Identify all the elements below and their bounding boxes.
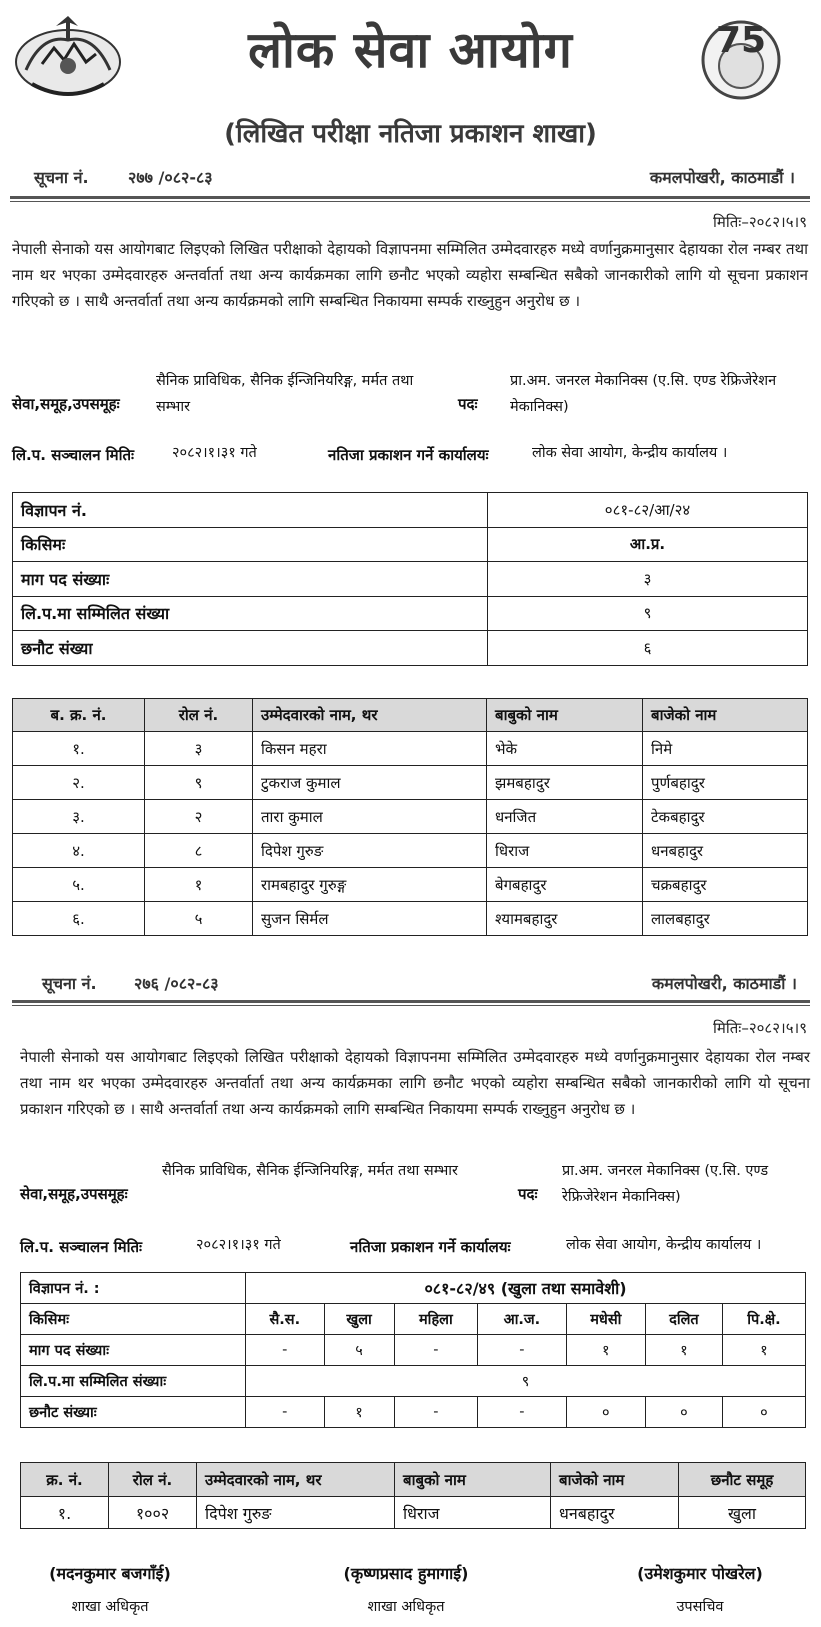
cell: ३ bbox=[145, 732, 253, 766]
cell: दिपेश गुरुङ bbox=[197, 1497, 395, 1529]
info-key: लि.प.मा सम्मिलित संख्या bbox=[13, 596, 488, 631]
signature-post: उपसचिव bbox=[676, 1599, 724, 1615]
category-cell: मधेसी bbox=[566, 1304, 645, 1335]
info-key: लि.प.मा सम्मिलित संख्याः bbox=[21, 1366, 246, 1397]
info-key: छनौट संख्या bbox=[13, 631, 488, 666]
cell: तारा कुमाल bbox=[253, 800, 487, 834]
cell: पुर्णबहादुर bbox=[643, 766, 808, 800]
cell: बेगबहादुर bbox=[487, 868, 643, 902]
col-header: उम्मेदवारको नाम, थर bbox=[253, 699, 487, 732]
notice2-service-value: सैनिक प्राविधिक, सैनिक ईन्जिनियरिङ्ग, मर्मत तथा सम्भार bbox=[162, 1163, 458, 1179]
table-row bbox=[21, 1366, 806, 1397]
notice1-info-table bbox=[12, 492, 808, 666]
cell: ६. bbox=[13, 902, 145, 936]
notice2-body: नेपाली सेनाको यस आयोगबाट लिइएको लिखित परीक्षाको देहायको विज्ञापनमा सम्मिलित उम्मेदवारहरु मध्ये वर्णानुक्रमानुसार देहायका रोल नम्बर तथा नाम थर भएका उम्मेदवारहरु अन्तर्वार्ता तथा अन्य कार्यक्रमका लागि छनौट भएको व्यहोरा सम्बन्धित सबैको जानकारीको लागि यो सूचना प्रकाशन गरिएको छ । साथै अन्तर्वार्ता तथा अन्य कार्यक्रमको लागि सम्बन्धित निकायमा सम्पर्क राख्नुहुन अनुरोध छ । bbox=[20, 1048, 810, 1118]
notice1-post-label: पदः bbox=[458, 395, 478, 413]
cell: टेकबहादुर bbox=[643, 800, 808, 834]
notice1-post-value: प्रा.अम. जनरल मेकानिक्स (ए.सि. एण्ड रेफ्रिजेरेशन मेकानिक्स) bbox=[510, 373, 777, 415]
col-header: बाबुको नाम bbox=[487, 699, 643, 732]
info-key: विज्ञापन नं. bbox=[13, 493, 488, 528]
table-row bbox=[13, 527, 808, 562]
notice2-service-label: सेवा,समूह,उपसमूहः bbox=[20, 1185, 128, 1203]
cell: ३. bbox=[13, 800, 145, 834]
notice2-info-table bbox=[20, 1272, 806, 1428]
info-key: किसिमः bbox=[21, 1304, 246, 1335]
info-key: छनौट संख्याः bbox=[21, 1397, 246, 1428]
table-row bbox=[21, 1304, 806, 1335]
demand-cell: १ bbox=[646, 1335, 723, 1366]
col-header: रोल नं. bbox=[109, 1463, 197, 1497]
info-key: माग पद संख्याः bbox=[13, 562, 488, 597]
notice1-service-label: सेवा,समूह,उपसमूहः bbox=[12, 395, 120, 413]
table-header-row bbox=[13, 699, 808, 732]
demand-cell: १ bbox=[566, 1335, 645, 1366]
table-row bbox=[13, 868, 808, 902]
cell: २. bbox=[13, 766, 145, 800]
notice1-office-value: लोक सेवा आयोग, केन्द्रीय कार्यालय । bbox=[532, 445, 728, 461]
selected-cell: १ bbox=[324, 1397, 394, 1428]
demand-cell: - bbox=[246, 1335, 325, 1366]
info-value: ९ bbox=[246, 1366, 806, 1397]
notice2-number-label: सूचना नं. bbox=[42, 974, 97, 993]
table-row bbox=[13, 732, 808, 766]
cell: किसन महरा bbox=[253, 732, 487, 766]
demand-cell: - bbox=[394, 1335, 478, 1366]
cell: निमे bbox=[643, 732, 808, 766]
notice1-office-label: नतिजा प्रकाशन गर्ने कार्यालयः bbox=[328, 446, 489, 464]
table-row bbox=[13, 631, 808, 666]
cell: २ bbox=[145, 800, 253, 834]
cell: खुला bbox=[679, 1497, 806, 1529]
info-value: ३ bbox=[488, 562, 808, 597]
selected-cell: - bbox=[394, 1397, 478, 1428]
cell: चक्रबहादुर bbox=[643, 868, 808, 902]
cell: टुकराज कुमाल bbox=[253, 766, 487, 800]
info-value: ०८१-८२/आ/२४ bbox=[488, 493, 808, 528]
cell: रामबहादुर गुरुङ्ग bbox=[253, 868, 487, 902]
notice2-post-value: प्रा.अम. जनरल मेकानिक्स (ए.सि. एण्ड रेफ्रिजेरेशन मेकानिक्स) bbox=[562, 1163, 769, 1205]
cell: भेके bbox=[487, 732, 643, 766]
table-row bbox=[13, 902, 808, 936]
notice2-location: कमलपोखरी, काठमाडौं । bbox=[651, 974, 797, 993]
notice1-location: कमलपोखरी, काठमाडौं । bbox=[649, 168, 795, 187]
notice2-rule-thin bbox=[12, 1005, 810, 1006]
info-value: ६ bbox=[488, 631, 808, 666]
notice1-rule bbox=[10, 196, 810, 199]
notice1-results-table bbox=[12, 698, 808, 936]
cell: १. bbox=[21, 1497, 109, 1529]
cell: ५ bbox=[145, 902, 253, 936]
cell: श्यामबहादुर bbox=[487, 902, 643, 936]
cell: ४. bbox=[13, 834, 145, 868]
notice2-office-value: लोक सेवा आयोग, केन्द्रीय कार्यालय । bbox=[566, 1237, 762, 1253]
selected-cell: ० bbox=[646, 1397, 723, 1428]
selected-cell: - bbox=[478, 1397, 566, 1428]
notice1-date: मितिः–२०८२।५।९ bbox=[713, 213, 807, 231]
table-row bbox=[13, 493, 808, 528]
table-row bbox=[21, 1397, 806, 1428]
category-cell: पि.क्षे. bbox=[722, 1304, 805, 1335]
signature-post: शाखा अधिकृत bbox=[367, 1599, 445, 1615]
selected-cell: ० bbox=[566, 1397, 645, 1428]
col-header: रोल नं. bbox=[145, 699, 253, 732]
col-header: ब. क्र. नं. bbox=[13, 699, 145, 732]
signature-post: शाखा अधिकृत bbox=[71, 1599, 149, 1615]
table-row bbox=[21, 1273, 806, 1304]
cell: झमबहादुर bbox=[487, 766, 643, 800]
notice1-exam-date-value: २०८२।१।३१ गते bbox=[172, 445, 257, 461]
info-key: माग पद संख्याः bbox=[21, 1335, 246, 1366]
col-header: उम्मेदवारको नाम, थर bbox=[197, 1463, 395, 1497]
table-header-row bbox=[21, 1463, 806, 1497]
cell: धिराज bbox=[487, 834, 643, 868]
cell: दिपेश गुरुङ bbox=[253, 834, 487, 868]
table-row bbox=[13, 562, 808, 597]
notice1-service-value: सैनिक प्राविधिक, सैनिक ईन्जिनियरिङ्ग, मर्मत तथा सम्भार bbox=[156, 373, 414, 415]
page-subtitle: (लिखित परीक्षा नतिजा प्रकाशन शाखा) bbox=[224, 119, 597, 149]
selected-cell: ० bbox=[722, 1397, 805, 1428]
cell: १००२ bbox=[109, 1497, 197, 1529]
col-header: बाजेको नाम bbox=[643, 699, 808, 732]
info-value: ०८१-८२/४९ (खुला तथा समावेशी) bbox=[246, 1273, 806, 1304]
info-key: विज्ञापन नं. : bbox=[21, 1273, 246, 1304]
demand-cell: ५ bbox=[324, 1335, 394, 1366]
selected-cell: - bbox=[246, 1397, 325, 1428]
notice1-number: २७७ /०८२-८३ bbox=[128, 168, 213, 187]
category-cell: महिला bbox=[394, 1304, 478, 1335]
cell: ५. bbox=[13, 868, 145, 902]
notice1-body: नेपाली सेनाको यस आयोगबाट लिइएको लिखित परीक्षाको देहायको विज्ञापनमा सम्मिलित उम्मेदवारहरु मध्ये वर्णानुक्रमानुसार देहायका रोल नम्बर तथा नाम थर भएका उम्मेदवारहरु अन्तर्वार्ता तथा अन्य कार्यक्रमका लागि छनौट भएको व्यहोरा सम्बन्धित सबैको जानकारीको लागि यो सूचना प्रकाशन गरिएको छ । साथै अन्तर्वार्ता तथा अन्य कार्यक्रमको लागि सम्बन्धित निकायमा सम्पर्क राख्नुहुन अनुरोध छ । bbox=[12, 240, 808, 310]
psc-75-logo-icon bbox=[695, 10, 787, 102]
table-row bbox=[13, 800, 808, 834]
category-cell: खुला bbox=[324, 1304, 394, 1335]
col-header: क्र. नं. bbox=[21, 1463, 109, 1497]
col-header: बाजेको नाम bbox=[551, 1463, 679, 1497]
notice2-exam-date-value: २०८२।१।३१ गते bbox=[196, 1237, 281, 1253]
cell: ९ bbox=[145, 766, 253, 800]
notice2-results-table bbox=[20, 1462, 806, 1529]
cell: धनजित bbox=[487, 800, 643, 834]
col-header: छनौट समूह bbox=[679, 1463, 806, 1497]
table-row bbox=[21, 1497, 806, 1529]
page-title: लोक सेवा आयोग bbox=[248, 21, 573, 79]
info-value: आ.प्र. bbox=[488, 527, 808, 562]
signature-name: (उमेशकुमार पोखरेल) bbox=[637, 1564, 763, 1583]
notice2-office-label: नतिजा प्रकाशन गर्ने कार्यालयः bbox=[350, 1238, 511, 1256]
cell: धिराज bbox=[395, 1497, 551, 1529]
category-cell: सै.स. bbox=[246, 1304, 325, 1335]
demand-cell: १ bbox=[722, 1335, 805, 1366]
cell: १ bbox=[145, 868, 253, 902]
cell: लालबहादुर bbox=[643, 902, 808, 936]
notice1-exam-date-label: लि.प. सञ्चालन मितिः bbox=[12, 446, 135, 464]
table-row bbox=[13, 596, 808, 631]
notice1-rule-thin bbox=[10, 201, 810, 202]
notice2-exam-date-label: लि.प. सञ्चालन मितिः bbox=[20, 1238, 143, 1256]
cell: धनबहादुर bbox=[551, 1497, 679, 1529]
col-header: बाबुको नाम bbox=[395, 1463, 551, 1497]
table-row bbox=[21, 1335, 806, 1366]
cell: सुजन सिर्मल bbox=[253, 902, 487, 936]
cell: ८ bbox=[145, 834, 253, 868]
notice2-post-label: पदः bbox=[518, 1185, 538, 1203]
category-cell: दलित bbox=[646, 1304, 723, 1335]
notice2-rule bbox=[12, 1000, 810, 1003]
cell: धनबहादुर bbox=[643, 834, 808, 868]
notice1-number-label: सूचना नं. bbox=[34, 168, 89, 187]
category-cell: आ.ज. bbox=[478, 1304, 566, 1335]
info-value: ९ bbox=[488, 596, 808, 631]
notice2-date: मितिः–२०८२।५।९ bbox=[713, 1019, 807, 1037]
logo-number: 75 bbox=[715, 20, 767, 61]
demand-cell: - bbox=[478, 1335, 566, 1366]
info-key: किसिमः bbox=[13, 527, 488, 562]
table-row bbox=[13, 834, 808, 868]
notice2-number: २७६ /०८२-८३ bbox=[134, 974, 219, 993]
table-row bbox=[13, 766, 808, 800]
signature-name: (मदनकुमार बजगाँई) bbox=[49, 1564, 171, 1583]
signature-name: (कृष्णप्रसाद हुमागाई) bbox=[343, 1564, 469, 1583]
cell: १. bbox=[13, 732, 145, 766]
